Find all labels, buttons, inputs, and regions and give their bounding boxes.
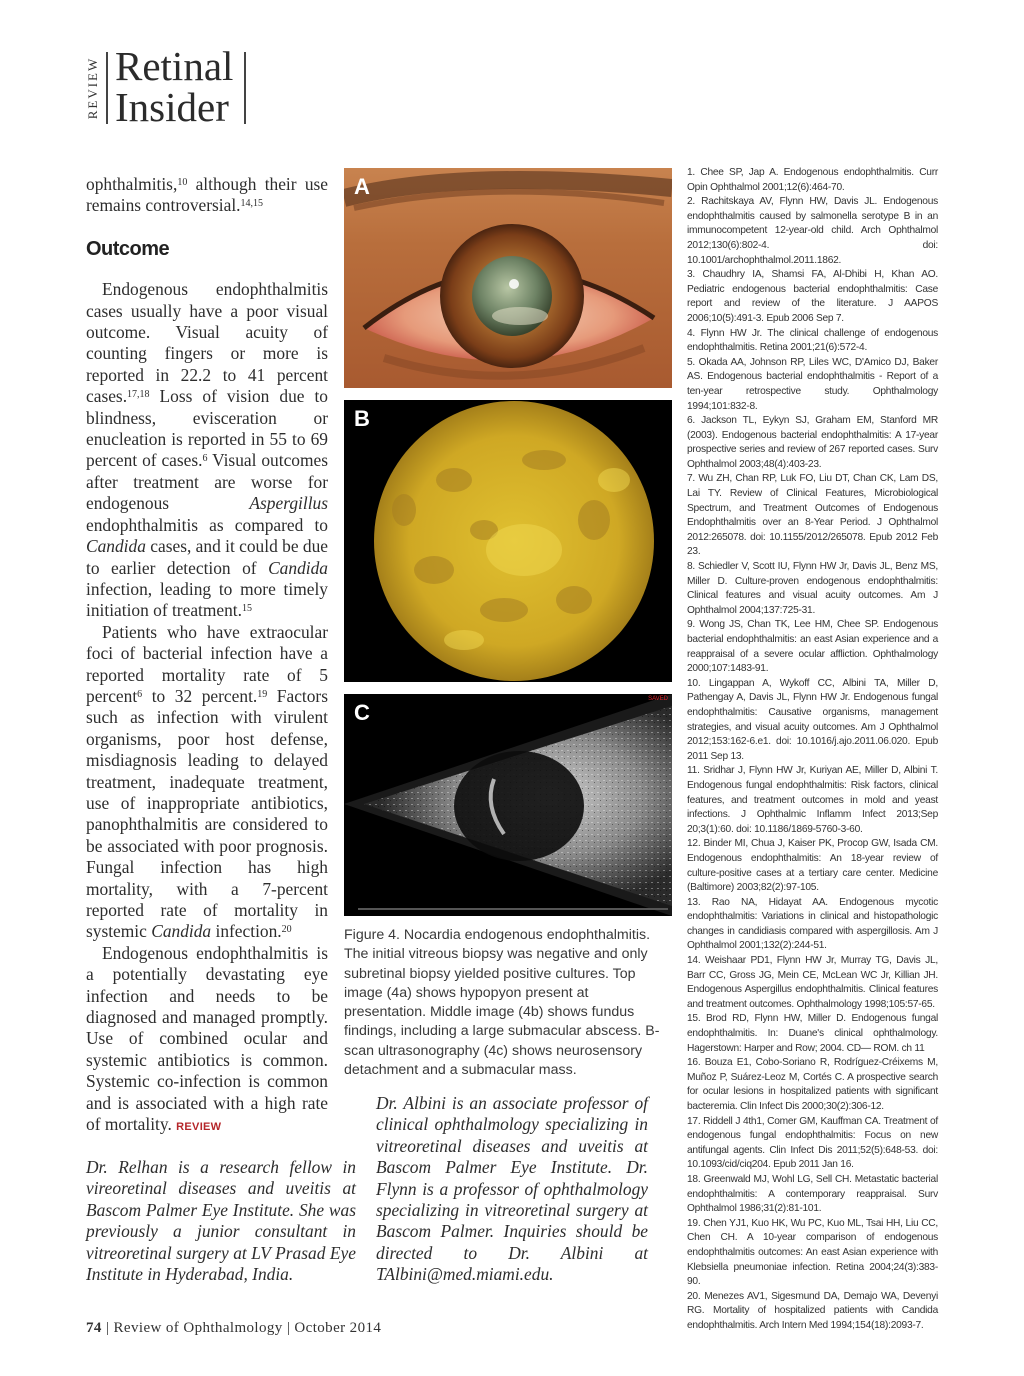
paragraph-text: Endogenous endophthalmitis cases usually have a poor visual outcome. Visual acuity of counting fingers or more is reported in 22.2 to 41 percent cases. bbox=[86, 279, 328, 407]
intro-text: although their use remains controversial. bbox=[86, 174, 328, 216]
reference-item: 2. Rachitskaya AV, Flynn HW, Davis JL. Endogenous endophthalmitis caused by salmonella serotype B in an immunocompetent 12-year-old child. Arch Ophthalmol 2012;130(6):802-4. doi: 10.1001/archophthalmol.2011.1862. bbox=[687, 196, 938, 266]
figure-label-a: A bbox=[354, 174, 370, 199]
organism-name: Candida bbox=[268, 557, 328, 578]
reference-item: 15. Brod RD, Flynn HW, Miller D. Endogenous fungal endophthalmitis. In: Duane's clinical ophthalmology. Hagerstown: Harper and Row; 2004. CD— ROM. ch 11 bbox=[687, 1013, 938, 1054]
figure-image-fundus bbox=[344, 400, 672, 682]
citation: 6 bbox=[137, 688, 143, 700]
organism-name: Aspergillus bbox=[249, 493, 328, 514]
figure-image-hypopyon bbox=[344, 168, 672, 388]
figure-label-b: B bbox=[354, 406, 370, 431]
masthead-title bbox=[115, 43, 234, 130]
paragraph-text: Factors such as infection with virulent organisms, poor host defense, misdiagnosis leading to delayed treatment, inadequate treatment, use of inappropriate antibiotics, panophthalmitis are considered to be associated with poor prognosis. Fungal infection has high mortality, with a 7-percent reported rate of mortality in systemic bbox=[86, 685, 328, 942]
ultrasound-status-tag: SAVED bbox=[648, 696, 668, 702]
fundus-photo bbox=[344, 400, 672, 682]
reference-item: 3. Chaudhry IA, Shamsi FA, Al-Dhibi H, Khan AO. Pediatric endogenous bacterial endophthalmitis: Case report and review of the literature. J AAPOS 2006;10(5):491-3. Epub 2006 Sep 7. bbox=[687, 269, 938, 324]
intro-fragment bbox=[86, 174, 328, 217]
review-end-mark: REVIEW bbox=[176, 1121, 222, 1134]
citation: 20 bbox=[281, 924, 292, 936]
paragraph-text: infection, leading to more timely initiation of treatment. bbox=[86, 578, 328, 621]
reference-list bbox=[687, 166, 938, 1334]
reference-item: 13. Rao NA, Hidayat AA. Endogenous mycotic endophthalmitis: Variations in clinical and histopathologic changes in candidiasis compared with aspergillosis. Am J Ophthalmol 2001;132(2):244-51. bbox=[687, 896, 938, 952]
page-number: 74 bbox=[86, 1320, 102, 1336]
b-scan-ultrasound bbox=[344, 694, 672, 916]
reference-item: 11. Sridhar J, Flynn HW Jr, Kuriyan AE, Miller D, Albini T. Endogenous fungal endophthalmitis: Risk factors, clinical features, and treatment outcomes in mold and yeast infections. J Ophthalmic Inflamm Infect 2013;Sep 20;3(1):60. doi: 10.1186/1869-5760-3-60. bbox=[687, 765, 938, 835]
figure-label-c: C bbox=[354, 700, 370, 725]
citation: 6 bbox=[202, 453, 208, 465]
reference-item: 18. Greenwald MJ, Wohl LG, Sell CH. Metastatic bacterial endophthalmitis: A contemporary reappraisal. Surv Ophthalmol 1986;31(2):81-101. bbox=[687, 1173, 938, 1215]
reference-item: 12. Binder MI, Chua J, Kaiser PK, Procop GW, Isada CM. Endogenous endophthalmitis: An 18-year review of culture-positive cases at a tertiary care center. Medicine (Baltimore) 2003;82(2):97-105. bbox=[687, 838, 938, 894]
paragraph-text: Endogenous endophthalmitis is a potentially devastating eye infection and needs to be diagnosed and managed promptly. Use of combined ocular and systemic antibiotics is common. Systemic co-infection is common and is associated with a high rate of mortality. bbox=[86, 942, 328, 1135]
reference-item: 4. Flynn HW Jr. The clinical challenge of endogenous endophthalmitis. Retina 2001;21(6):572-4. bbox=[687, 327, 938, 354]
paragraph-outcome-2 bbox=[86, 622, 328, 943]
article-column bbox=[86, 174, 328, 1138]
paragraph-text: Loss of vision due to blindness, evisceration or enucleation is reported in 55 to 69 percent of cases. bbox=[86, 386, 328, 471]
masthead-section-text: REVIEW bbox=[85, 56, 100, 120]
masthead-title-line2: Insider bbox=[115, 84, 229, 130]
reference-item: 8. Schiedler V, Scott IU, Flynn HW Jr, Davis JL, Benz MS, Miller D. Culture-proven endogenous endophthalmitis: Clinical features and visual acuity outcomes. Am J Ophthalmol 2004;137:725-31. bbox=[687, 561, 938, 616]
paragraph-outcome-1 bbox=[86, 279, 328, 622]
organism-name: Candida bbox=[86, 536, 146, 557]
reference-item: 19. Chen YJ1, Kuo HK, Wu PC, Kuo ML, Tsai HH, Liu CC, Chen CH. A 10-year comparison of endogenous endophthalmitis outcomes: An east Asian experience with Klebsiella pneumoniae infection. Retina 2004;24(3):383-90. bbox=[687, 1217, 938, 1288]
figure-image-ultrasound bbox=[344, 694, 672, 916]
organism-name: Candida bbox=[151, 921, 212, 942]
paragraph-text: infection. bbox=[211, 921, 282, 942]
reference-item: 5. Okada AA, Johnson RP, Liles WC, D'Amico DJ, Baker AS. Endogenous bacterial endophthalmitis - Report of a ten-year retrospective study. Ophthalmology 1994;101:832-8. bbox=[687, 356, 938, 412]
reference-item: 7. Wu ZH, Chan RP, Luk FO, Liu DT, Chan CK, Lam DS, Lai TY. Review of Clinical Features, Microbiological Spectrum, and Treatment Outcomes of Endogenous Endophthalmitis over an 8-Year Period. J Ophthalmol 2012:265078. doi: 10.1155/2012/265078. Epub 2012 Feb 23. bbox=[687, 473, 938, 558]
reference-item: 6. Jackson TL, Eykyn SJ, Graham EM, Stanford MR (2003). Endogenous bacterial endophthalmitis: A 17-year prospective series and review of 267 reported cases. Surv Ophthalmol 2003;48(4):403-23. bbox=[687, 415, 938, 470]
reference-item: 10. Lingappan A, Wykoff CC, Albini TA, Miller D, Pathengay A, Davis JL, Flynn HW Jr. Endogenous fungal endophthalmitis: Causative organisms, management strategies, and visual acuity outcomes. Am J Ophthalmol 2012;153:162-6.e1. doi: 10.1016/j.ajo.2011.06.020. Epub 2011 Sep 13. bbox=[687, 677, 938, 762]
eye-photo bbox=[344, 168, 672, 388]
citation: 19 bbox=[257, 688, 268, 700]
citation: 14,15 bbox=[240, 198, 264, 210]
reference-item: 20. Menezes AV1, Sigesmund DA, Demajo WA, Devenyi RG. Mortality of hospitalized patients with Candida endophthalmitis. Arch Intern Med 1994;154(18):2093-7. bbox=[687, 1290, 938, 1331]
author-bio-relhan: Dr. Relhan is a research fellow in vireoretinal diseases and uveitis at Bascom Palmer Eye Institute. She was previously a junior consultant in vitreoretinal surgery at LV Prasad Eye Institute in Hyderabad, India. bbox=[86, 1157, 356, 1285]
paragraph-outcome-3 bbox=[86, 943, 328, 1139]
citation: 17,18 bbox=[127, 389, 150, 401]
masthead-divider-right bbox=[244, 52, 246, 124]
reference-item: 14. Weishaar PD1, Flynn HW Jr, Murray TG, Davis JL, Barr CC, Gross JG, Mein CE, McLean WC Jr, Killian JH. Endogenous Aspergillus endophthalmitis. Clinical features and treatment outcomes. Ophthalmology 1998;105:57-65. bbox=[687, 955, 938, 1010]
publication-name: Review of Ophthalmology bbox=[113, 1320, 283, 1336]
reference-item: 16. Bouza E1, Cobo-Soriano R, Rodríguez-Créixems M, Muñoz P, Suárez-Leoz M, Cortés C. A prospective search for ocular lesions in hospitalized patients with significant bacteremia. Clin Infect Dis 2000;30(2):306-12. bbox=[687, 1057, 938, 1112]
masthead-title-line1: Retinal bbox=[115, 43, 234, 89]
page-footer: 74 | Review of Ophthalmology | October 2014 bbox=[86, 1320, 382, 1336]
reference-item: 1. Chee SP, Jap A. Endogenous endophthalmitis. Curr Opin Ophthalmol 2001;12(6):464-70. bbox=[687, 167, 938, 193]
author-bio-albini: Dr. Albini is an associate professor of clinical ophthalmology specializing in vitreoretinal diseases and uveitis at Bascom Palmer Eye Institute. Dr. Flynn is a professor of ophthalmology specializing in vitreoretinal surgery at Bascom Palmer. Inquiries should be directed to Dr. Albini at TAlbini@med.miami.edu. bbox=[376, 1093, 648, 1285]
masthead-section-label bbox=[84, 50, 102, 126]
reference-item: 17. Riddell J 4th1, Comer GM, Kauffman CA. Treatment of endogenous fungal endophthalmitis: Focus on new antifungal agents. Clin Infect Dis 2011;52(5):648-53. doi: 10.1093/cid/ciq204. Epub 2011 Jan 16. bbox=[687, 1115, 938, 1171]
section-heading: Outcome bbox=[86, 237, 170, 260]
citation: 15 bbox=[242, 603, 252, 615]
paragraph-text: endophthalmitis as compared to bbox=[86, 514, 328, 535]
paragraph-text: to 32 percent. bbox=[142, 685, 258, 706]
issue-date: October 2014 bbox=[294, 1320, 382, 1336]
paragraph-text: Visual outcomes after treatment are worse for endogenous bbox=[86, 450, 328, 514]
citation: 10 bbox=[177, 177, 188, 188]
reference-item: 9. Wong JS, Chan TK, Lee HM, Chee SP. Endogenous bacterial endophthalmitis: an east Asian experience and a reappraisal of a severe ocular affliction. Ophthalmology 2000;107:1483-91. bbox=[687, 619, 938, 675]
intro-text: ophthalmitis, bbox=[86, 174, 178, 194]
masthead-divider bbox=[106, 52, 108, 124]
paragraph-text: Patients who have extraocular foci of bacterial infection have a reported mortality rate of 5 percent bbox=[86, 621, 328, 706]
figure-caption: Figure 4. Nocardia endogenous endophthalmitis. The initial vitreous biopsy was negative and only subretinal biopsy yielded positive cultures. Top image (4a) shows hypopyon present at presentation. Middle image (4b) shows fundus findings, including a large submacular abscess. B-scan ultrasonography (4c) shows neurosensory detachment and a submacular mass. bbox=[344, 927, 660, 1079]
paragraph-text: cases, and it could be due to earlier detection of bbox=[86, 536, 328, 578]
